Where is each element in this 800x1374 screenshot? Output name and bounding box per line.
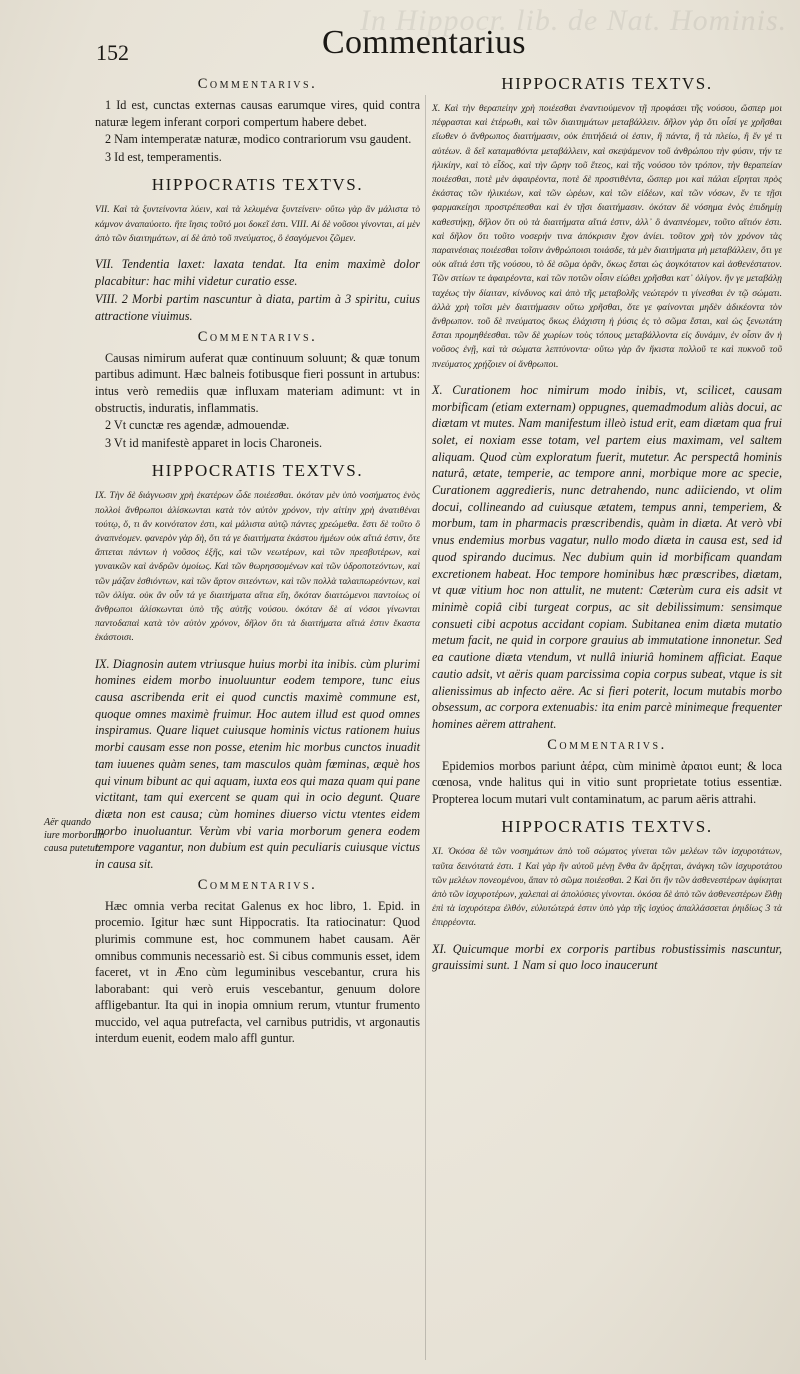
section-heading: Commentarivs. — [547, 736, 667, 753]
greek-text: VII. Καὶ τὰ ξυντείνοντα λύειν, καὶ τὰ λελυμένα ξυντείνειν· οὕτω γὰρ ἂν μάλιστα τὸ κάμνον ἀναπαύοιτο. ἥτε ἴησις τοῦτό μοι δοκεῖ ἐστι. VIII. Αἱ δὲ νοῦσοι γίνονται, αἱ μὲν ἀπὸ τῶν διαιτημάτων, αἱ δὲ ἀπὸ τοῦ πνεύματος, ὃ ἐσαγόμενοι ζῶμεν. — [95, 204, 420, 244]
page-number: 152 — [96, 40, 129, 65]
right-column — [432, 72, 782, 976]
greek-text: X. Καὶ τὴν θεραπείην χρὴ ποιέεσθαι ἐναντιούμενον τῇ προφάσει τῆς νούσου, ὥσπερ μοι πέφρασται καὶ ἑτέρωθι, καὶ τῶν διαιτημάτων μεταβάλλειν. δῆλον γὰρ ὅτι οἷσί γε χρῆσθαι εἴωθεν ὁ ἄνθρωπος διαιτήμασιν, οὐκ ἐπιτήδειά οἱ ἐστιν, ἢ πάντα, ἢ τὰ πλείω, ἢ ἕν γέ τι αὐτέων. ἃ δεῖ καταμαθόντα μεταβάλλειν, καὶ σκεψάμενον τοῦ ἀνθρώπου τὴν φύσιν, τήν τε ἡλικίην, καὶ τὸ εἶδος, καὶ τὴν ὥρην τοῦ ἔτεος, καὶ τῆς νούσου τὸν τρόπον, τὴν θεραπείαν ποιέεσθαι, ποτὲ μὲν ἀφαιρέοντα, ποτὲ δὲ προστιθέντα, ὥσπερ μοι καὶ πάλαι εἴρηται πρὸς ἑκάστας τῶν ἡλικιέων, καὶ τῶν ὡρέων, καὶ τῶν εἰδέων, καὶ τῶν νόσων, ἔν τε τῇσι φαρμακείῃσι προστρέπεσθαι καὶ ἐν τῇσι διαιτήμασιν. ὁκόταν δὲ νόσημα ἑνὸς ἐπιδημίῃ καθεστήκῃ, δῆλον ὅτι οὐ τὰ διαιτήματα αἴτιά ἐστιν, ἀλλ᾽ ὃ ἀναπνέομεν, τοῦτο αἴτιόν ἐστι. καὶ δῆλον ὅτι τοῦτο νοσερήν τινα ἀπόκρισιν ἔχον ἀνίει. τοῦτον χρὴ τὸν χρόνον τὰς παραινέσιας ποιέεσθαι τοῖσιν ἀνθρώποισι τοιάσδε, τὰ μὲν διαιτήματα μὴ μεταβάλλειν, ὅτι γε οὐκ αἴτιά ἐστι τῆς νούσου, τὸ δὲ σῶμα ὁρᾶν, ὅκως ἔσται ὡς ἀογκότατον καὶ ἀσθενέστατον. Τῶν σιτίων τε ἀφαιρέοντα, καὶ τῶν ποτῶν οἷσιν εἰώθει χρῆσθαι κατ᾽ ὀλίγον. ἤν γε μεταβάλῃ ταχέως τὴν δίαιταν, κίνδυνος καὶ ἀπὸ τῆς μεταβολῆς νεώτερόν τι γίνεσθαι ἐν τῷ σώματι. ἀλλὰ χρὴ τοῖσι μὲν διαιτήμασιν οὕτω χρῆσθαι, ὅτε γε φαίνονται μηδὲν ἀδικέοντα τὸν ἄνθρωπον. τοῦ δὲ πνεύματος ὅκως ἐλάχιστη ἡ ῥύσις ἐς τὸ σῶμα ἔσται, καὶ ὡς ξενωτάτη ἔσται προμηθέεσθαι. τῶν δὲ χωρίων τοὺς τόπους μεταβάλλοντα εἰς δυνάμιν, ἐν οἷσιν ἂν ἡ νοῦσος ἐνῇ, καὶ τὰ σώματα λεπτύνοντα· οὕτω γὰρ ἂν ἥκιστα πολλοῦ τε καὶ πυκνοῦ τοῦ πνεύματος χρῄζοιεν οἱ ἄνθρωποι. — [432, 103, 782, 370]
section-heading: Commentarivs. — [197, 328, 318, 345]
commentary-paragraph: 3 Id est, temperamentis. — [105, 149, 222, 164]
commentary-paragraph: Epidemios morbos pariunt ἀέρα, cùm minimè ἀραιοι eunt; & loca cœnosa, vnde halitus qui in vitio sunt proprietate totius essentiæ. Propterea locum mutari vult contaminatum, ac parum aëris attrahi. — [432, 758, 782, 806]
section-heading: HIPPOCRATIS TEXTVS. — [151, 175, 364, 195]
greek-text: XI. Ὁκόσα δὲ τῶν νοσημάτων ἀπὸ τοῦ σώματος γίνεται τῶν μελέων τῶν ἰσχυροτάτων, ταῦτα δεινότατά ἐστι. 1 Καὶ γὰρ ἢν αὐτοῦ μένῃ ἔνθα ἂν ἄρξηται, ἀνάγκη τῶν ἰσχυροτάτου τῶν μελέων πονεομένου, ἅπαν τὸ σῶμα ποιέεσθαι. 2 Καὶ ὅτι ἢν τῶν ἀσθενεστέρων ἀφίκηται ἀπὸ τῶν ἰσχυροτέρων, χαλεπαὶ αἱ ἀπολύσιες γίνονται. ὁκόσα δὲ ἀπὸ τῶν ἀσθενεστέρων ἔλθῃ ἐπὶ τὰ ἰσχυρότερα ἐλθόν, εὐλυτώτερά ἐστιν ὑπὸ γὰρ τῆς ἰσχύος ἀπαλλάσσεται ῥηιδίως 3 τὰ ἐπιρρέοντα. — [432, 846, 782, 929]
section-heading: HIPPOCRATIS TEXTVS. — [151, 461, 364, 481]
commentary-paragraph: 1 Id est, cunctas externas causas earumque vires, quid contra naturæ legem inferant corpori compertum habere debet. — [95, 98, 420, 129]
commentary-paragraph: 2 Nam intemperatæ naturæ, modico contrariorum vsu gaudent. — [105, 132, 412, 147]
column-rule — [425, 95, 426, 1360]
latin-translation: IX. Diagnosin autem vtriusque huius morbi ita inibis. cùm plurimi homines eidem morbo inuoluuntur eodem tempore, tunc eius causa ascribenda erit ei quod cunctis maximè commune est, quoque omnes maximè fruimur. Hoc autem illud est quod omnes inspiramus. Quare liquet cuiusque hominis victus rationem huius morbi causam esse non posse, etenim hic morbus cunctos inuadit tam iuuenes quàm senes, tam masculos quàm fœminas, æquè hos qui vinum bibunt ac qui aquam, iuxta eos qui maza quam qui pane victitant, tam qui exercent se quam qui in ocio degunt. Quare diæta non est causa; cùm homines diuerso victu vtentes eidem morbo inuoluantur. Verùm vbi varia morborum genera eodem tempore vagantur, non dubium est quin peculiaris cuiusque victus in causa sit. — [95, 656, 420, 872]
latin-translation: VII. Tendentia laxet: laxata tendat. Ita enim maximè dolor placabitur: hac mihi videtur curatio esse. — [95, 256, 420, 288]
latin-translation: X. Curationem hoc nimirum modo inibis, vt, scilicet, causam morbificam (etiam externam) oppugnes, quemadmodum aliàs docui, ac diætam vt mutes. Nam manifestum illeò istud erit, eam diætam qua frui solet, ei noxiam esse totam, vel partem eius maximam, vel saltem aliquam. Quod cùm exploratum fuerit, mutetur. Ac perspectâ hominis naturâ, ætate, temperie, ac tempore anni, morbique more ac specie, Curationem aggredieris, nunc detrahendo, nunc adiiciendo, vt olim docui, collineando ad cuiusque ætatem, tempus anni, temperiem, & morbum, tam in pharmacis præscribendis, quàm in diæta. At verò vbi vnus endemius morbus vagatur, nullo modo diæta in causa est, sed id quod spirando ducimus. Nec dubium quin id morbificam quandam excretionem habeat. Hoc tempore hominibus hæc præscribes, diætam, vt quæ vitium hoc non attulit, ne mutent: Cæterùm cura eis adsit vt minimè copiâ cibi turgeat corpus, ac sit debilissimum: sensimque consueti cibi acpotus accidant copiam. Subitanea enim diæta mutatio metum facit, ne quid in corpore grauius ab immutatione innonetur. Sed ea cautione diæta vtendum, vt nullâ iniuriâ hominem afficiat. Eaque cautio adsit, vt aëris quam parcissima copia corpus subeat, vtque is sit alienissimus ab infecto aëre. Ac si fieri poterit, locum mutabis morbo obsessum, ac corpora extenuabis: ita enim parcè minimeque frequenter homines aërem attrahent. — [432, 382, 782, 731]
section-heading: Commentarivs. — [197, 876, 318, 893]
latin-translation: XI. Quicumque morbi ex corporis partibus robustissimis nascuntur, grauissimi sunt. 1 Nam si quo loco inaucerunt — [432, 941, 782, 973]
margin-note: Aër quando iure morborum causa putetur. — [44, 817, 105, 854]
section-heading: HIPPOCRATIS TEXTVS. — [501, 817, 713, 837]
latin-translation: VIII. 2 Morbi partim nascuntur à diata, partim à 3 spiritu, cuius attractione viuimus. — [95, 292, 420, 324]
greek-text: IX. Τὴν δὲ διάγνωσιν χρὴ ἑκατέρων ὧδε ποιέεσθαι. ὁκόταν μὲν ὑπὸ νοσήματος ἑνὸς πολλοὶ ἄνθρωποι ἁλίσκωνται κατὰ τὸν αὐτὸν χρόνον, τὴν αἰτίην χρὴ ἀνατιθέναι τούτῳ, ὅ, τι ἂν κοινότατον ἐστι, καὶ μάλιστα αὐτῷ πάντες χρεώμεθα. ἔστι δὲ τοῦτο ὃ ἀναπνέομεν. φανερὸν γὰρ δὴ, ὅτι τά γε διαιτήματα ἑκάστου ἡμέων οὐκ αἴτιά ἐστιν, ὅτε ἅπτεται πάντων ἡ νοῦσος ἑξῆς, καὶ τῶν νεωτέρων, καὶ τῶν πρεσβυτέρων, καὶ γυναικῶν καὶ ἀνδρῶν ὁμοίως. Καὶ τῶν θωρησσομένων καὶ τῶν ὑδροποτεόντων, καὶ τῶν μάζαν ἐσθιόντων, καὶ τῶν ἄρτον σιτεόντων, καὶ τῶν πολλὰ ταλαιπωρεόντων, καὶ τῶν ὀλίγα. οὐκ ἂν οὖν τά γε διαιτήματα αἴτια εἴη, ὅκόταν διαιτώμενοι παντοίως οἱ ἄνθρωποι ἁλίσκωνται ὑπὸ τῆς αὐτῆς νούσου. ὁκόταν δὲ αἱ νόσοι γίνωνται παντοδαπαὶ κατὰ τὸν αὐτὸν χρόνον, δῆλον ὅτι τὰ διαιτήματα αἴτιά ἐστιν ἕκαστα ἑκάστοισι. — [95, 490, 420, 644]
commentary-paragraph: Causas nimirum auferat quæ continuum soluunt; & quæ tonum partibus adimunt. Hæc balneis fotibusque fieri possunt in artubus: intus verò remediis quæ influxam materiam adimunt: vt in obstructis, induratis, inflammatis. — [95, 350, 420, 415]
commentary-paragraph: 2 Vt cunctæ res agendæ, admouendæ. — [105, 418, 290, 433]
section-heading: Commentarivs. — [197, 76, 318, 92]
running-head: Commentarius — [322, 24, 526, 61]
commentary-paragraph: Hæc omnia verba recitat Galenus ex hoc libro, 1. Epid. in procemio. Igitur hæc sunt Hippocratis. Ita ratiocinatur: Quod plurimis commune est, hoc communem habet causam. Aër omnibus communis necessariò est. Si cibus communis esset, idem faceret, vt in Æno cùm leguminibus vescebantur, crura his laborabant: qui verò eruis vescebantur, genuum dolore affligebantur. Ita qui in inopia omnium rerum, vtuntur frumento muccido, vel aqua putrefacta, vel carnibus putridis, vt argonautis interdum euenit, eodem malo affl guntur. — [95, 898, 420, 1046]
commentary-paragraph: 3 Vt id manifestè apparet in locis Charoneis. — [105, 435, 323, 450]
bleed-through-text: In Hippocr. lib. de Nat. Hominis. — [360, 4, 788, 37]
section-heading: HIPPOCRATIS TEXTVS. — [501, 74, 713, 93]
left-column — [95, 72, 420, 1048]
